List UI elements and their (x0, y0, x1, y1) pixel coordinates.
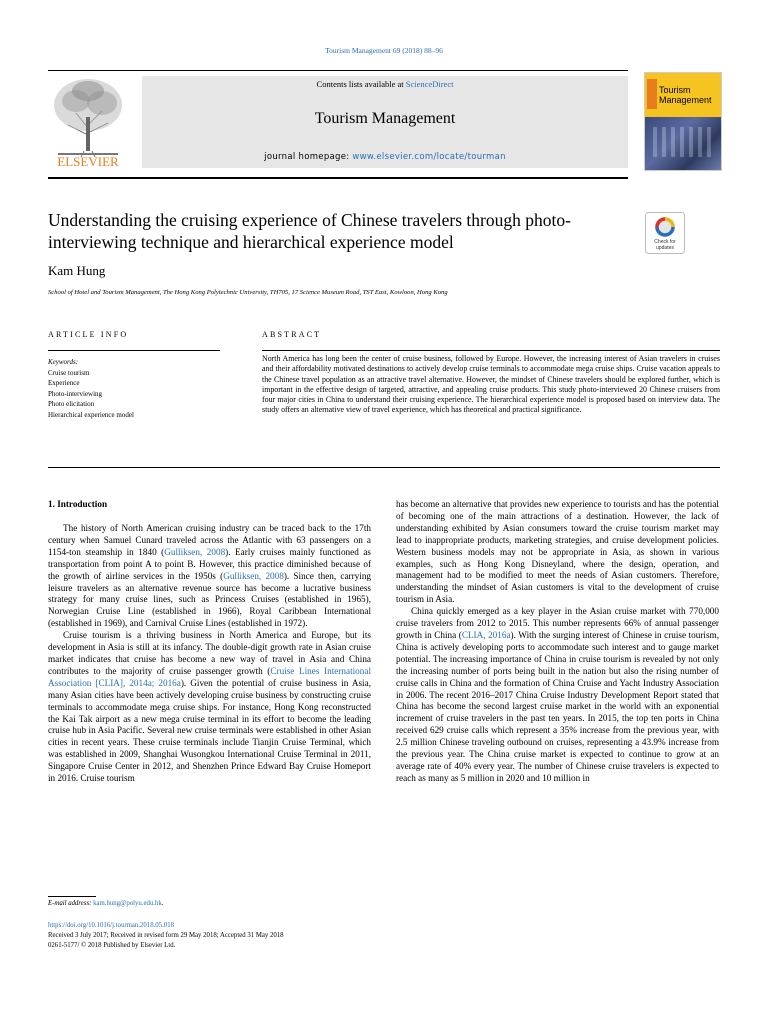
journal-cover-thumbnail[interactable] (644, 72, 722, 171)
citation-link[interactable]: Gulliksen, 2008 (223, 570, 284, 581)
abstract-divider (262, 350, 720, 351)
header-divider-top (48, 70, 628, 71)
article-info-heading: ARTICLE INFO (48, 330, 129, 339)
journal-name: Tourism Management (314, 110, 456, 127)
paper-title: Understanding the cruising experience of Chinese travelers through photo-interviewing technique and hierarchical experience model (48, 210, 571, 252)
text-run: ). Since then, carrying leisure travelers as an alternative revenue source has become a lucrative business strategy for many cruise lines, such as Princess Cruises (established in 1965), Norwegian Cruise Line (established in 1966), Royal Caribbean International (established in 1969), and Carnival Cruise Lines (established in 1972). (48, 570, 372, 629)
badge-line1: Check for (654, 239, 676, 245)
homepage-prefix: journal homepage: (264, 152, 353, 162)
affiliation: School of Hotel and Tourism Management, The Hong Kong Polytechnic University, TH705, 17 Science Museum Road, TST East, Kowloon, Hong Kong (48, 289, 448, 296)
elsevier-logo[interactable] (48, 73, 128, 169)
text-run: ). Early cruises mainly functioned as transportation from point A to point B. However, this practice diminished because of the growth of airline services in the 1950s ( (48, 546, 371, 581)
intro-paragraph-continued: has become an alternative that provides new experience to tourists and has the potential of becoming one of the main attractions of a destination. However, the lack of understanding exhibited by Asian consumers toward the cruise tourism market may lead to inappropriate products, marketing strategies, and cruise development policies. Western business models may not be appropriate in Asia, as shown in various examples, such as Hong Kong Disneyland, where the design, operation, and management had to be modified to meet the needs of Asian customers. Therefore, understanding the mindset of Asian customers is vital to the development of cruise tourism in Asia. (396, 499, 719, 605)
header-divider-bottom (48, 177, 628, 179)
elsevier-tree-icon (48, 73, 128, 169)
keywords-label: Keywords: (48, 358, 79, 366)
copyright-line: 0261-5177/ © 2018 Published by Elsevier Ltd. (48, 942, 176, 949)
intro-paragraph-2 (48, 630, 371, 785)
cover-title: Tourism Management (659, 85, 712, 105)
body-column-left (48, 523, 371, 785)
journal-reference[interactable]: Tourism Management 69 (2018) 88–96 (325, 46, 443, 55)
body-column-right (396, 499, 719, 785)
keyword-item: Cruise tourism (48, 368, 90, 377)
text-run: ). With the surging interest of Chinese in cruise tourism, China is actively developing ports to accommodate such interest and to gauge market potential. The increasing importance of China in cruise tourism is revealed by not only the increasing number of ports being built in the nation but also the rising number of cruise calls in China and the formation of China Cruise and Yacht Industry Association in 2006. The recent 2016–2017 China Cruise Industry Development Report stated that China has become the second largest cruise market in the world with an exponential increment of cruise travelers in the past ten years. In 2015, the top ten ports in China received 629 cruise calls which represent a 35% increase from the previous year, with 2.5 million Chinese traveling outbound on cruises, representing a 43.9% increase from the previous year. The China cruise market is expected to continue to grow at an average rate of 40% every year. The number of Chinese cruise travelers is expected to reach as many as 5 million in 2020 and 10 million in (396, 629, 719, 783)
email-link[interactable]: kam.hung@polyu.edu.hk (93, 900, 162, 907)
homepage-line (142, 152, 628, 162)
intro-paragraph-3 (396, 606, 719, 785)
check-for-updates-icon (645, 212, 685, 254)
footnote-divider (48, 896, 96, 897)
text-run: The history of North American cruising industry can be traced back to the 17th century when Samuel Cunard traveled across the Atlantic with 63 passengers on a 1154-ton steamship in 1840 ( (48, 523, 371, 557)
badge-line2: updates (656, 245, 674, 251)
text-run: Cruise tourism is a thriving business in North America and Europe, but its development in Asia is still at its infancy. The double-digit growth rate in Asian cruise market indicates that cruise has become a new way of travel in Asia and China contributes to the majority of cruise passenger growth ( (48, 630, 371, 676)
email-footnote (48, 899, 448, 909)
homepage-link[interactable]: www.elsevier.com/locate/tourman (352, 152, 506, 162)
abstract-heading: ABSTRACT (262, 330, 322, 339)
contents-line (142, 79, 628, 89)
check-for-updates-badge[interactable] (645, 212, 685, 254)
received-dates: Received 3 July 2017; Received in revised form 29 May 2018; Accepted 31 May 2018 (48, 932, 284, 939)
author-name: Kam Hung (48, 263, 106, 278)
keywords-block (48, 357, 228, 420)
introduction-heading: 1. Introduction (48, 499, 108, 509)
keyword-item: Hierarchical experience model (48, 410, 134, 419)
article-info-divider (48, 350, 220, 351)
sciencedirect-link[interactable]: ScienceDirect (405, 79, 454, 89)
contents-prefix: Contents lists available at (316, 79, 406, 89)
intro-paragraph-1 (48, 523, 371, 630)
publisher-wordmark: ELSEVIER (57, 154, 119, 169)
keyword-item: Photo elicitation (48, 400, 95, 408)
abstract-bottom-divider (48, 467, 720, 468)
abstract-text: North America has long been the center of cruise business, followed by Europe. However, the increasing interest of Asian travelers in cruises and their affordability motivated destinations to actively develop cruise terminals to accommodate mega cruise ships. Cruise vacation appeals to the Chinese travel population as an attractive travel alternative. However, the mindset of Chinese travelers should be explored further, which is important in the effective design of targeted, attractive, and appealing cruise products. This study photo-interviewed 20 Chinese cruisers from four major cities in China to understand their cruising experience. The hierarchical experience model is proposed based on interview data. The study offers an alternative view of travel experience, which has theoretical and practical significance. (262, 354, 720, 415)
doi-link[interactable]: https://doi.org/10.1016/j.tourman.2018.05.018 (48, 922, 174, 929)
text-run: ). Given the potential of cruise business in Asia, many Asian cities have been actively developing cruise business by constructing cruise terminals to accommodate mega cruise ships. For instance, Hong Kong reconstructed the Kai Tak airport as a new mega cruise terminal in its effort to become the leading cruise hub in Asia Pacific. Several new cruise terminals were established in other Asian cities in recent years. These cruise terminals include Tianjin Cruise Terminal, which was established in 2009, Shanghai Wusongkou International Cruise Terminal in 2011, Singapore Cruise Center in 2012, and Shenzhen Prince Edward Bay Cruise Homeport in 2016. Cruise tourism (48, 677, 371, 784)
text-run: China quickly emerged as a key player in the Asian cruise market with 770,000 cruise travelers from 2012 to 2015. This number represents 66% of annual passenger growth in China ( (396, 606, 719, 640)
cover-logo-strip (647, 79, 657, 109)
email-suffix: . (161, 900, 164, 907)
citation-link[interactable]: CLIA, 2016a (461, 629, 511, 640)
keyword-item: Photo-interviewing (48, 389, 103, 398)
cover-image (645, 117, 721, 170)
citation-link[interactable]: Cruise Lines International Association [CLIA], 2014a; 2016a (48, 665, 371, 688)
keyword-item: Experience (48, 379, 80, 387)
citation-link[interactable]: Gulliksen, 2008 (164, 546, 226, 557)
email-label: E-mail address: (48, 900, 92, 907)
